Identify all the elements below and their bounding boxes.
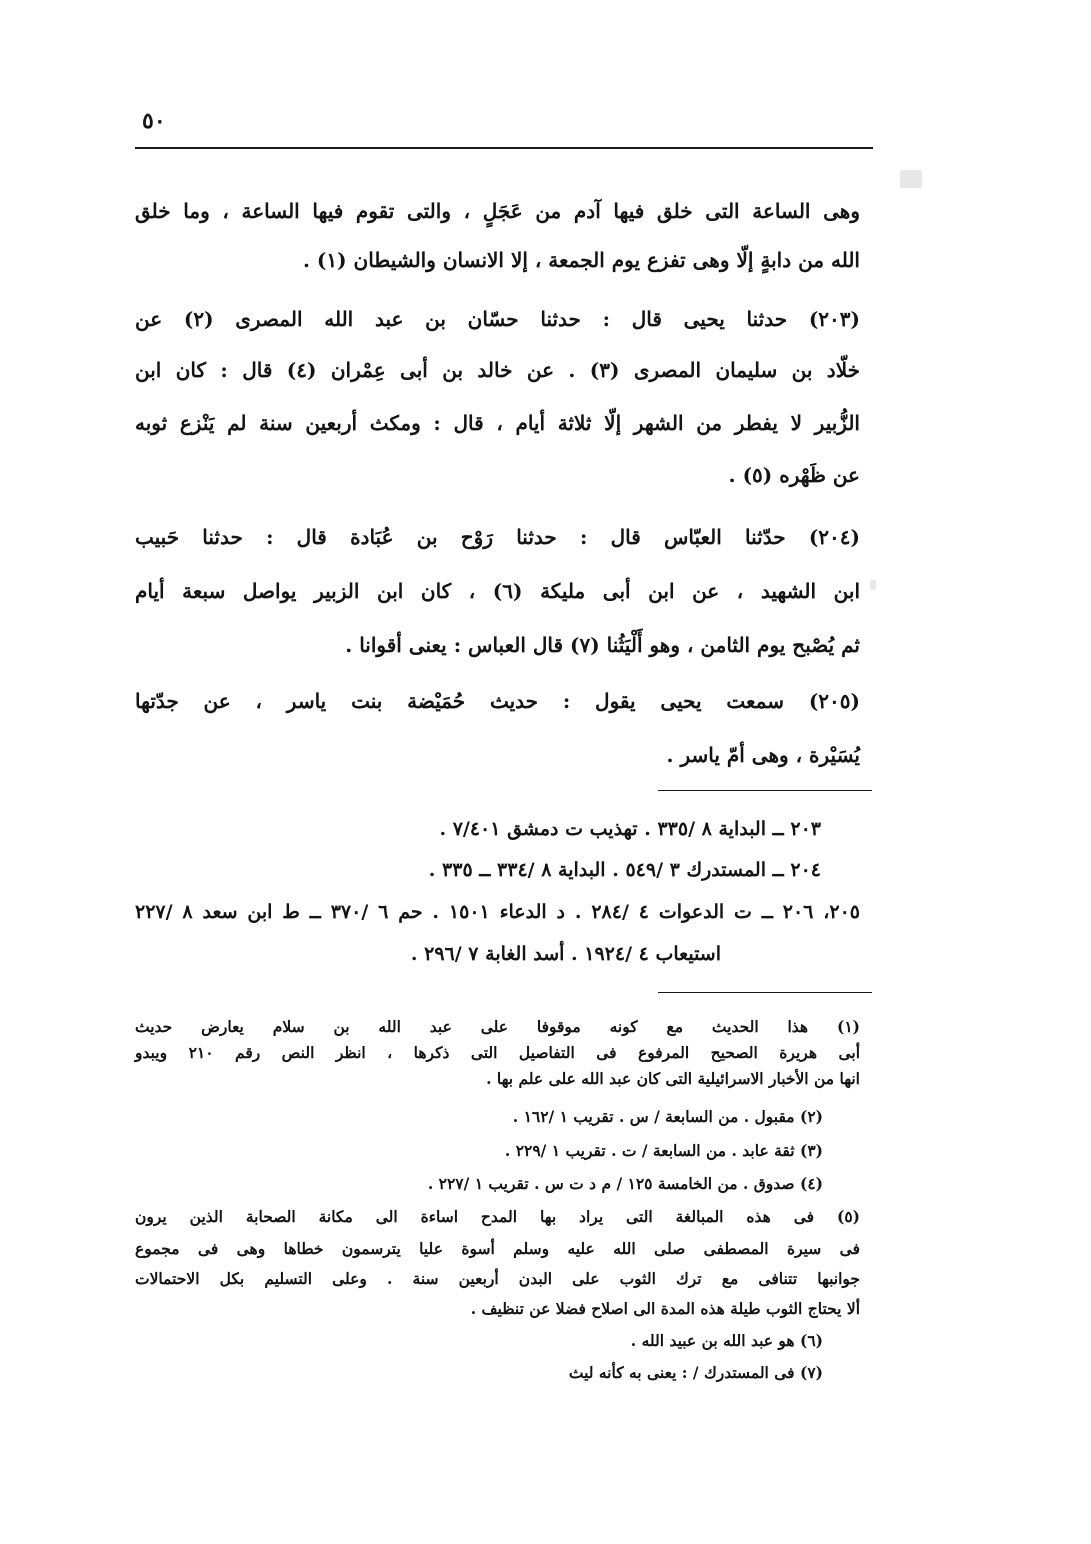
reference-line: استيعاب ٤ /١٩٢٤ . أسد الغابة ٧ /٢٩٦ . (410, 943, 721, 965)
header-rule (135, 147, 873, 149)
main-line: يُسَيْرة ، وهى أمّ ياسر . (666, 743, 860, 767)
footnote-line: (٥) فى هذه المبالغة التى يراد بها المدح اساءة الى مكانة الصحابة الذين يرون (135, 1207, 860, 1226)
references-rule (658, 790, 872, 791)
reference-line: ٢٠٣ ــ البداية ٨ /٣٣٥ . تهذيب ت دمشق ٧/٤٠١ . (439, 818, 821, 840)
main-line: وهى الساعة التى خلق فيها آدم من عَجَلٍ ، والتى تقوم فيها الساعة ، وما خلق (135, 199, 860, 223)
footnote-line: انها من الأخبار الاسرائيلية التى كان عبد الله على علم بها . (486, 1069, 860, 1088)
scan-speck (900, 170, 922, 188)
scan-speck (870, 580, 876, 590)
footnote-line: (٧) فى المستدرك / : يعنى به كأنه ليث (568, 1363, 823, 1382)
footnote-line: (٤) صدوق . من الخامسة ١٢٥ / م د ت س . تقريب ١ /٢٢٧ . (427, 1174, 823, 1193)
hadith-205-start: (٢٠٥) سمعت يحيى يقول : حديث حُمَيْضة بنت ياسر ، عن جدّتها (135, 689, 860, 713)
footnote-line: جوانبها تتنافى مع ترك الثوب على البدن أربعين سنة . وعلى التسليم بكل الاحتمالات (135, 1269, 860, 1288)
footnote-line: فى سيرة المصطفى صلى الله عليه وسلم أسوة عليا يترسمون خطاها وهى فى مجموع (135, 1239, 860, 1258)
hadith-204-start: (٢٠٤) حدّثنا العبّاس قال : حدثنا رَوْح بن عُبَادة قال : حدثنا حَبيب (135, 525, 860, 549)
reference-line: ٢٠٥، ٢٠٦ ــ ت الدعوات ٤ /٢٨٤ . د الدعاء ١٥٠١ . حم ٦ /٣٧٠ ــ ط ابن سعد ٨ /٢٢٧ (135, 901, 860, 923)
footnotes-rule (658, 992, 872, 993)
footnote-line: (٢) مقبول . من السابعة / س . تقريب ١ /١٦٢ . (512, 1107, 823, 1126)
page-number: ٥٠ (142, 108, 166, 134)
reference-line: ٢٠٤ ــ المستدرك ٣ /٥٤٩ . البداية ٨ /٣٣٤ ــ ٣٣٥ . (428, 859, 821, 881)
hadith-203-start: (٢٠٣) حدثنا يحيى قال : حدثنا حسّان بن عبد الله المصرى (٢) عن (135, 307, 860, 331)
main-line: ثم يُصْبح يوم الثامن ، وهو أَلْيَثُنا (٧) قال العباس : يعنى أقوانا . (345, 633, 860, 657)
main-line: خلّاد بن سليمان المصرى (٣) . عن خالد بن أبى عِمْران (٤) قال : كان ابن (135, 358, 860, 382)
footnote-line: (٦) هو عبد الله بن عبيد الله . (630, 1331, 823, 1350)
footnote-line: ألا يحتاج الثوب طيلة هذه المدة الى اصلاح فضلا عن تنظيف . (470, 1299, 860, 1318)
footnote-line: (١) هذا الحديث مع كونه موقوفا على عبد الله بن سلام يعارض حديث (135, 1017, 860, 1036)
main-line: ابن الشهيد ، عن ابن أبى مليكة (٦) ، كان ابن الزبير يواصل سبعة أيام (135, 579, 861, 603)
footnote-line: (٣) ثقة عابد . من السابعة / ت . تقريب ١ /٢٢٩ . (504, 1141, 823, 1160)
main-line: الله من دابةٍ إلّا وهى تفزع يوم الجمعة ، إلا الانسان والشيطان (١) . (302, 248, 860, 272)
footnote-line: أبى هريرة الصحيح المرفوع فى التفاصيل التى ذكرها ، انظر النص رقم ٢١٠ ويبدو (135, 1043, 860, 1062)
main-line: عن ظَهْره (٥) . (728, 463, 860, 487)
main-line: الزُّبير لا يفطر من الشهر إلّا ثلاثة أيام ، قال : ومكث أربعين سنة لم يَنْزع ثوبه (135, 411, 860, 435)
